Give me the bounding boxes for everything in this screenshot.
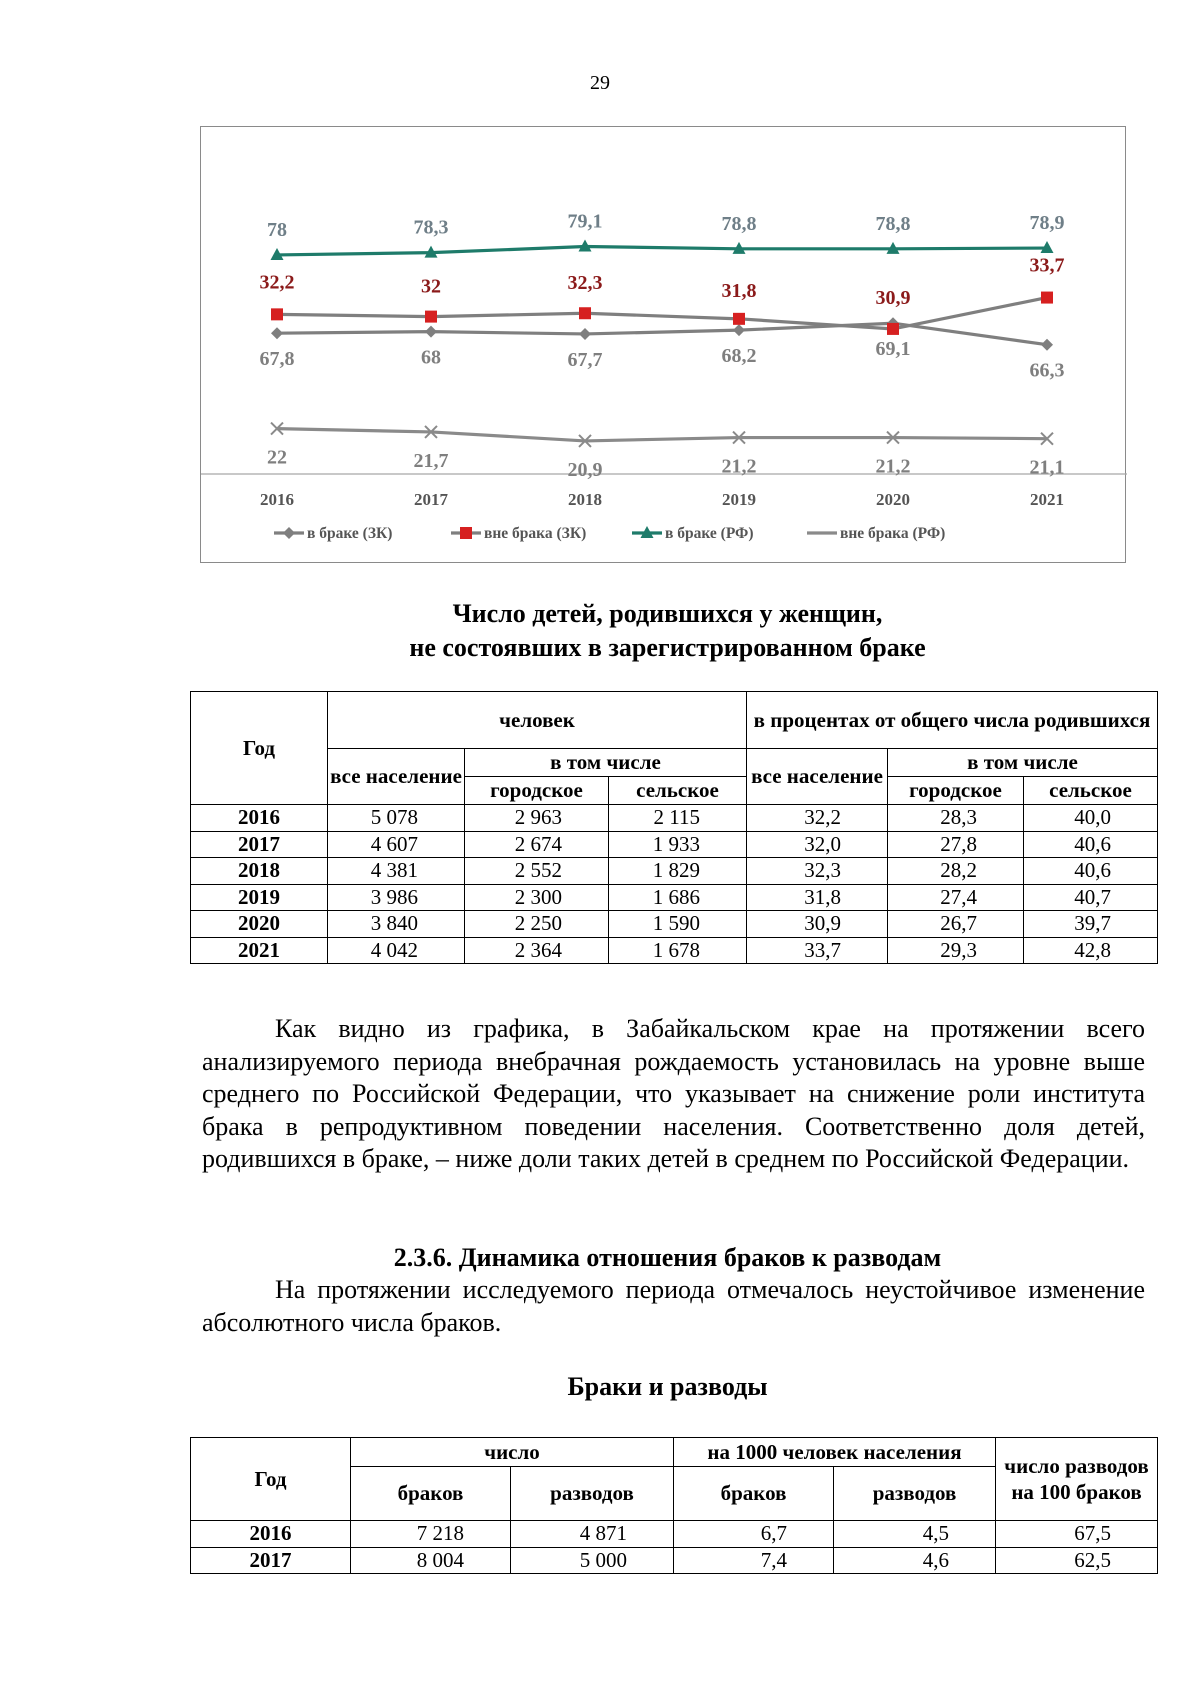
data-label: 67,8	[259, 348, 295, 371]
paragraph-chart-commentary: Как видно из графика, в Забайкальском крае на протяжении всего анализируемого периода внебрачная рождаемость установилась на уровне выше среднего по Российской Федерации, что указывает на снижение роли института брака в репродуктивном поведении населения. Соответственно доля детей, родившихся в браке, – ниже доли таких детей в среднем по Российской Федерации.	[202, 1014, 1145, 1173]
percent-rural-cell: 40,6	[1024, 858, 1158, 885]
year-cell: 2019	[191, 884, 328, 911]
paragraph-marriage-dynamics: На протяжении исследуемого периода отмечалось неустойчивое изменение абсолютного числа браков.	[202, 1275, 1145, 1337]
year-header: Год	[191, 1438, 351, 1521]
percent-header: в процентах от общего числа родившихся	[747, 692, 1158, 749]
year-cell: 2016	[191, 1521, 351, 1548]
data-label: 68,2	[721, 345, 757, 368]
people-header: человек	[328, 692, 747, 749]
data-point	[425, 326, 437, 338]
data-label: 78	[267, 218, 287, 241]
data-label: 20,9	[567, 458, 603, 481]
percent-urban-cell: 27,4	[888, 884, 1024, 911]
marriages-table-title: Браки и разводы	[567, 1372, 768, 1401]
percent-rural-cell: 40,7	[1024, 884, 1158, 911]
percent-urban-cell: 26,7	[888, 911, 1024, 938]
series-line	[277, 429, 1047, 441]
data-label: 69,1	[875, 338, 911, 361]
urban-header: городское	[465, 777, 609, 805]
data-point	[425, 311, 437, 323]
rural-header: сельское	[609, 777, 747, 805]
year-header: Год	[191, 692, 328, 805]
including-percent-header: в том числе	[888, 749, 1158, 777]
percent-rural-cell: 42,8	[1024, 937, 1158, 964]
percent-all-cell: 32,0	[747, 831, 888, 858]
data-point	[579, 307, 591, 319]
year-cell: 2017	[191, 1547, 351, 1574]
year-cell: 2020	[191, 911, 328, 938]
data-point	[579, 328, 591, 340]
percent-all-cell: 31,8	[747, 884, 888, 911]
data-label: 21,2	[875, 455, 911, 478]
births-urban-cell: 2 552	[465, 858, 609, 885]
all-population-percent-header: все население	[747, 749, 888, 805]
percent-rural-cell: 39,7	[1024, 911, 1158, 938]
births-all-cell: 3 840	[328, 911, 465, 938]
series-line	[277, 298, 1047, 329]
section-heading: 2.3.6. Динамика отношения браков к разводам	[393, 1243, 942, 1272]
births-all-cell: 3 986	[328, 884, 465, 911]
data-label: 32,3	[567, 272, 603, 295]
divorces-per-1000-cell: 4,5	[834, 1521, 996, 1548]
data-point	[887, 323, 899, 335]
series-line	[277, 247, 1047, 255]
rural-percent-header: сельское	[1024, 777, 1158, 805]
data-label: 32	[421, 275, 441, 298]
births-urban-cell: 2 963	[465, 805, 609, 832]
data-point	[271, 308, 283, 320]
table-row	[191, 831, 1158, 858]
births-all-cell: 5 078	[328, 805, 465, 832]
births-all-cell: 4 042	[328, 937, 465, 964]
births-rural-cell: 1 829	[609, 858, 747, 885]
marriages-table	[190, 1437, 1158, 1574]
legend-marker	[460, 527, 472, 539]
births-urban-cell: 2 300	[465, 884, 609, 911]
births-urban-cell: 2 364	[465, 937, 609, 964]
data-label: 66,3	[1029, 359, 1065, 382]
x-tick-label: 2021	[1030, 490, 1064, 509]
divorces-per-100-header: число разводов на 100 браков	[996, 1438, 1158, 1521]
x-tick-label: 2016	[260, 490, 294, 509]
x-tick-label: 2017	[414, 490, 448, 509]
data-point	[271, 327, 283, 339]
divorces-count-cell: 4 871	[511, 1521, 674, 1548]
data-label: 33,7	[1029, 254, 1065, 277]
year-cell: 2021	[191, 937, 328, 964]
table-row	[191, 858, 1158, 885]
divorces-per-1000-cell: 4,6	[834, 1547, 996, 1574]
year-cell: 2018	[191, 858, 328, 885]
data-label: 30,9	[875, 286, 911, 309]
births-rural-cell: 1 678	[609, 937, 747, 964]
table-row	[191, 1521, 1158, 1548]
marriages-count-cell: 8 004	[351, 1547, 511, 1574]
per-1000-header: на 1000 человек населения	[674, 1438, 996, 1467]
births-rural-cell: 1 933	[609, 831, 747, 858]
including-header: в том числе	[465, 749, 747, 777]
percent-rural-cell: 40,6	[1024, 831, 1158, 858]
legend-marker	[283, 527, 295, 539]
page-number: 29	[590, 72, 610, 94]
data-point	[733, 324, 745, 336]
data-point	[733, 313, 745, 325]
data-label: 67,7	[567, 348, 603, 371]
legend-label: вне брака (РФ)	[840, 525, 946, 542]
percent-all-cell: 32,3	[747, 858, 888, 885]
percent-all-cell: 32,2	[747, 805, 888, 832]
births-urban-cell: 2 674	[465, 831, 609, 858]
data-point	[1041, 339, 1053, 351]
divorces-per-100-cell: 62,5	[996, 1547, 1158, 1574]
data-label: 78,9	[1029, 212, 1065, 235]
table-row	[191, 937, 1158, 964]
year-cell: 2017	[191, 831, 328, 858]
births-rural-cell: 2 115	[609, 805, 747, 832]
divorces-per-1000-header: разводов	[834, 1467, 996, 1521]
marriages-per-1000-cell: 7,4	[674, 1547, 834, 1574]
legend-label: вне брака (ЗК)	[484, 525, 587, 542]
births-urban-cell: 2 250	[465, 911, 609, 938]
series-line	[277, 323, 1047, 344]
x-tick-label: 2020	[876, 490, 910, 509]
divorces-per-100-cell: 67,5	[996, 1521, 1158, 1548]
x-tick-label: 2018	[568, 490, 602, 509]
percent-all-cell: 30,9	[747, 911, 888, 938]
legend-label: в браке (ЗК)	[307, 525, 393, 542]
data-point	[1041, 292, 1053, 304]
data-label: 21,1	[1029, 456, 1065, 479]
births-rural-cell: 1 590	[609, 911, 747, 938]
births-table-title	[190, 597, 1145, 665]
data-label: 78,3	[413, 216, 449, 239]
line-chart	[200, 126, 1126, 563]
marriages-count-cell: 7 218	[351, 1521, 511, 1548]
legend-label: в браке (РФ)	[665, 525, 754, 542]
divorces-count-cell: 5 000	[511, 1547, 674, 1574]
data-label: 21,2	[721, 455, 757, 478]
number-header: число	[351, 1438, 674, 1467]
data-label: 31,8	[721, 279, 757, 302]
chart-canvas	[201, 127, 1127, 564]
all-population-header: все население	[328, 749, 465, 805]
percent-urban-cell: 27,8	[888, 831, 1024, 858]
table-row	[191, 911, 1158, 938]
percent-rural-cell: 40,0	[1024, 805, 1158, 832]
data-label: 78,8	[875, 212, 911, 235]
marriages-count-header: браков	[351, 1467, 511, 1521]
x-tick-label: 2019	[722, 490, 756, 509]
data-label: 22	[267, 446, 287, 469]
data-label: 21,7	[413, 449, 449, 472]
urban-percent-header: городское	[888, 777, 1024, 805]
marriages-per-1000-header: браков	[674, 1467, 834, 1521]
births-title-line1: Число детей, родившихся у женщин,	[452, 599, 883, 628]
data-label: 68	[421, 346, 441, 369]
births-title-line2: не состоявших в зарегистрированном браке	[409, 633, 926, 662]
divorces-count-header: разводов	[511, 1467, 674, 1521]
table-row	[191, 1547, 1158, 1574]
data-label: 79,1	[567, 210, 603, 233]
marriages-per-1000-cell: 6,7	[674, 1521, 834, 1548]
data-label: 78,8	[721, 212, 757, 235]
births-all-cell: 4 381	[328, 858, 465, 885]
percent-urban-cell: 28,3	[888, 805, 1024, 832]
data-label: 32,2	[259, 271, 295, 294]
percent-urban-cell: 28,2	[888, 858, 1024, 885]
births-all-cell: 4 607	[328, 831, 465, 858]
births-rural-cell: 1 686	[609, 884, 747, 911]
percent-urban-cell: 29,3	[888, 937, 1024, 964]
year-cell: 2016	[191, 805, 328, 832]
table-row	[191, 805, 1158, 832]
births-table	[190, 691, 1158, 964]
table-row	[191, 884, 1158, 911]
percent-all-cell: 33,7	[747, 937, 888, 964]
